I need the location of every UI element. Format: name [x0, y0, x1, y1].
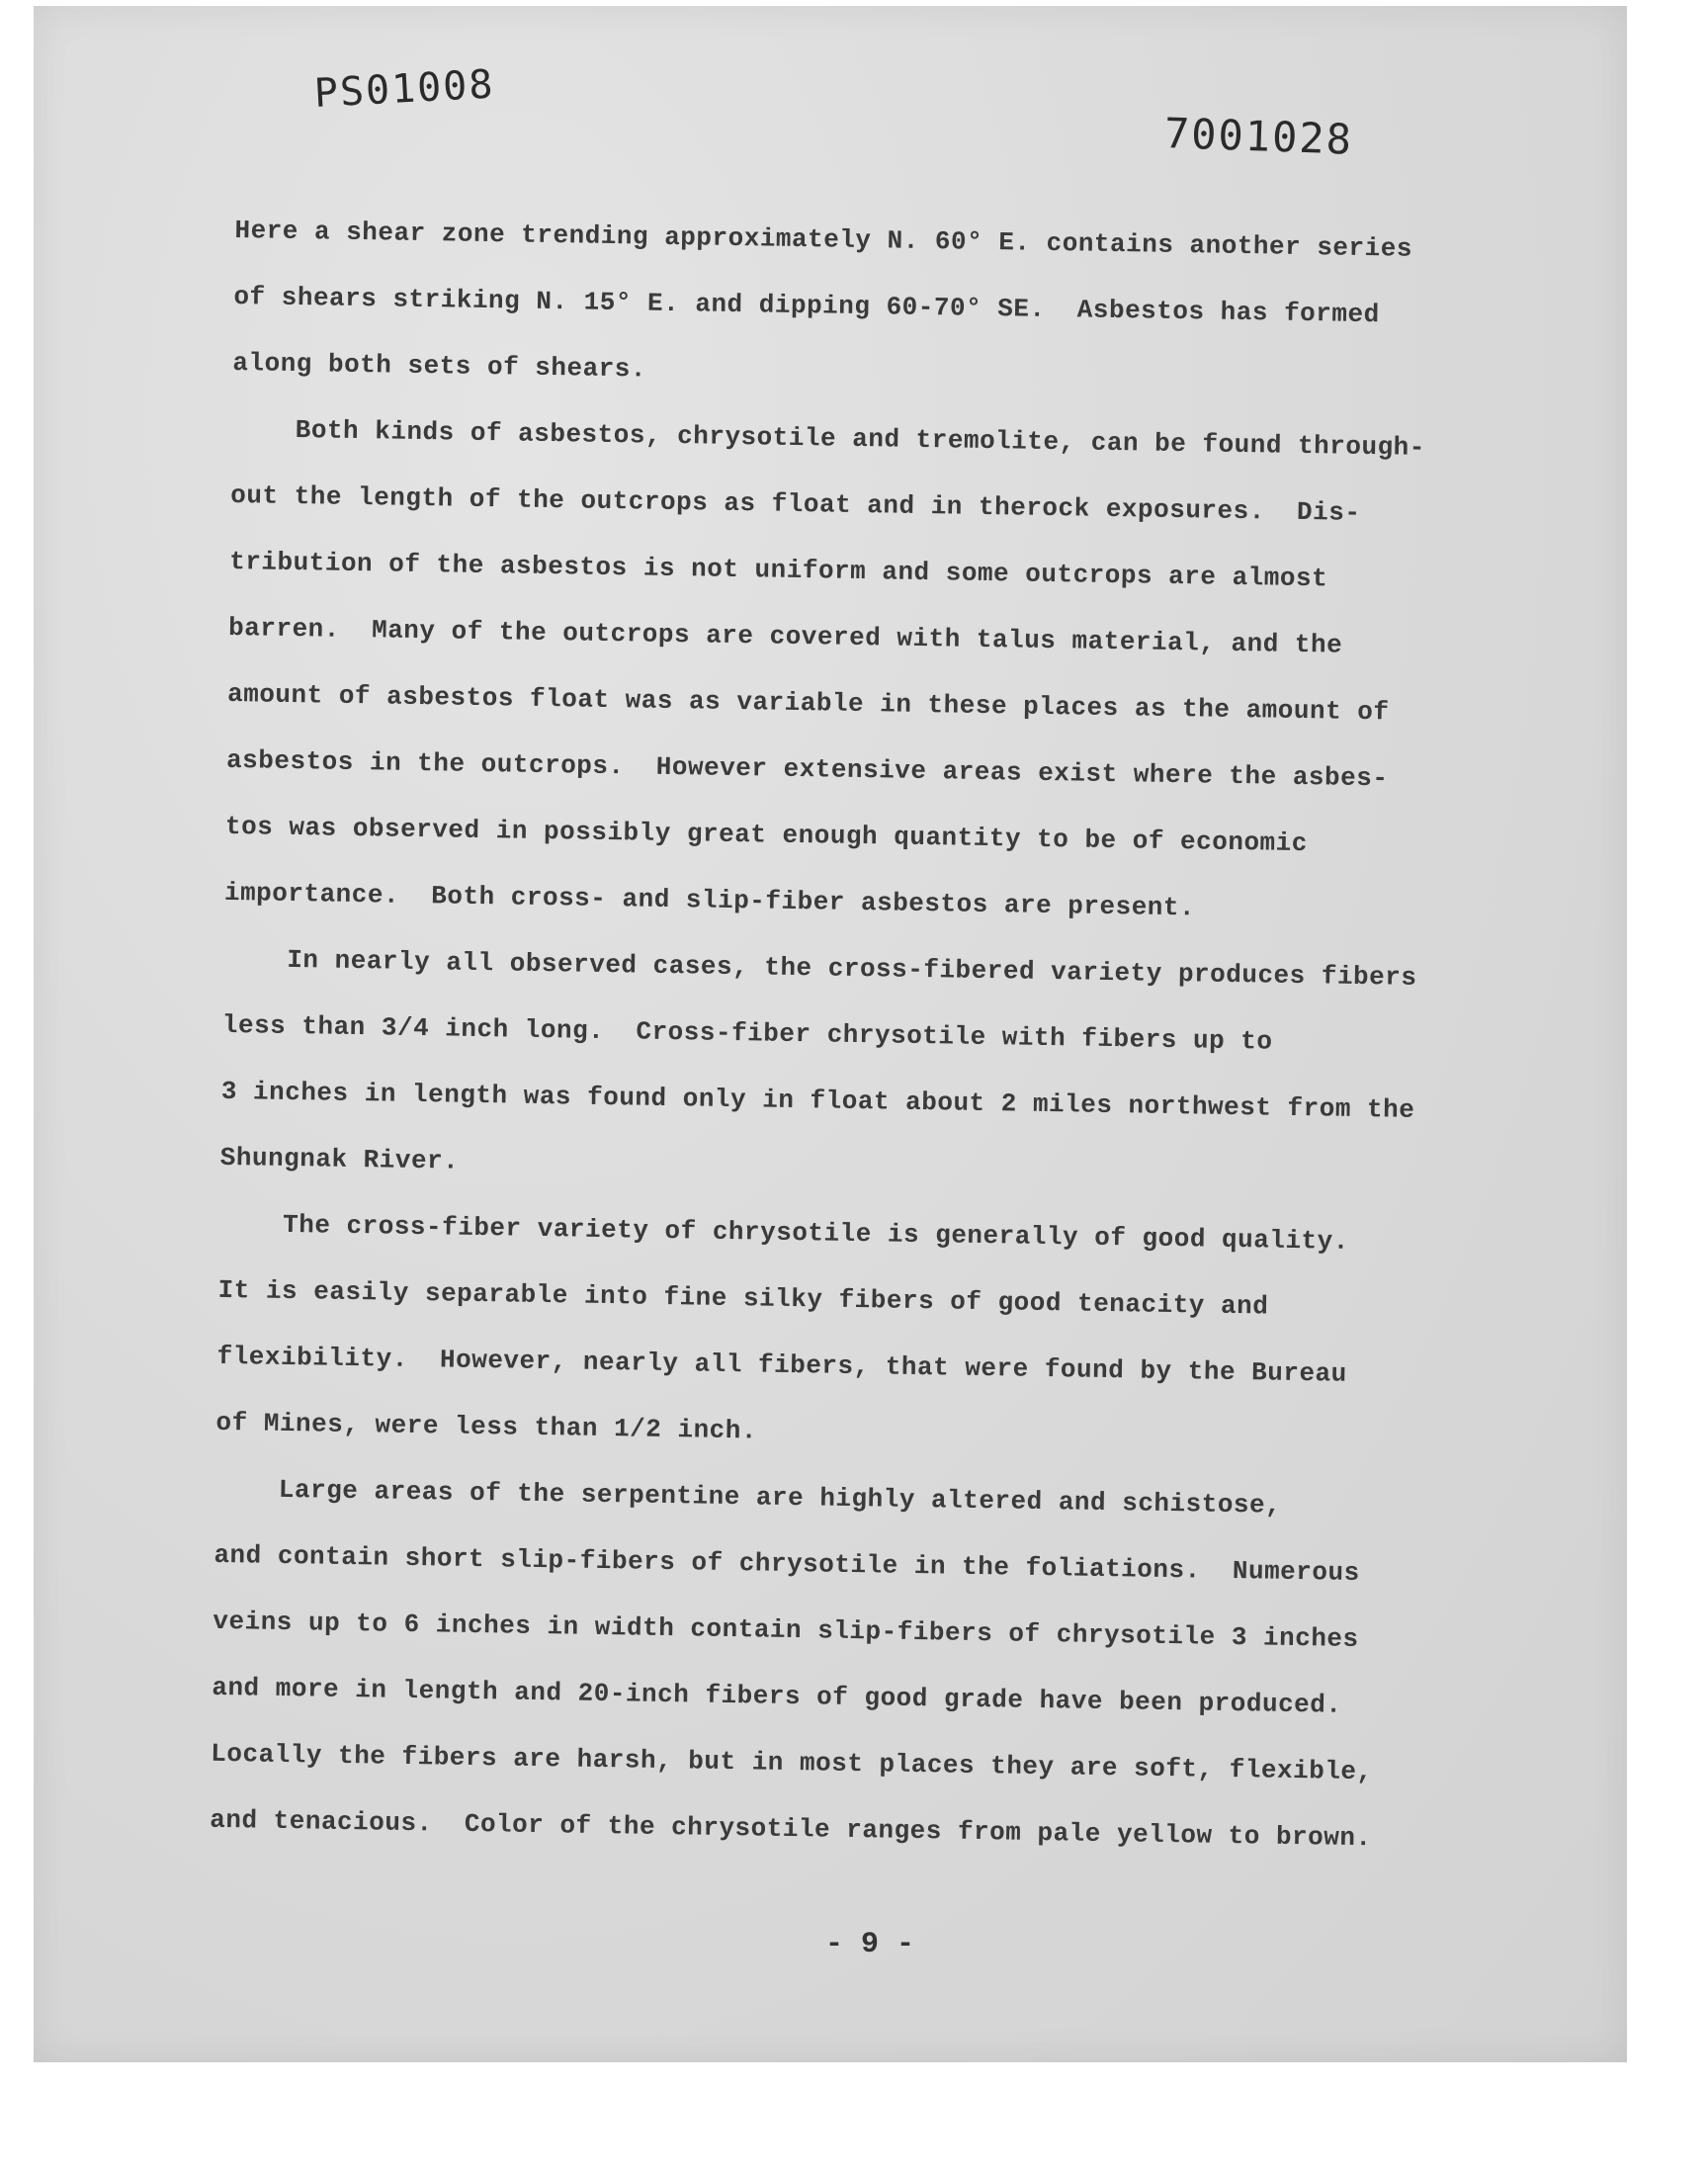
text-line: less than 3/4 inch long. Cross-fiber chrysotile with fibers up to: [221, 1009, 1273, 1057]
text-line: amount of asbestos float was as variable in these places as the amount of: [226, 678, 1390, 728]
text-line: flexibility. However, nearly all fibers, that were found by the Bureau: [216, 1341, 1347, 1389]
text-line: barren. Many of the outcrops are covered with talus material, and the: [227, 612, 1343, 660]
page-number: - 9 -: [824, 1928, 914, 1961]
text-line: importance. Both cross- and slip-fiber asbestos are present.: [223, 877, 1196, 923]
typewritten-body: [210, 198, 1540, 1874]
text-line: veins up to 6 inches in width contain slip-fibers of chrysotile 3 inches: [213, 1606, 1359, 1655]
text-line: and tenacious. Color of the chrysotile ranges from pale yellow to brown.: [209, 1804, 1372, 1854]
text-line: and contain short slip-fibers of chrysotile in the foliations. Numerous: [214, 1539, 1360, 1589]
text-line: and more in length and 20-inch fibers of good grade have been produced.: [212, 1672, 1342, 1720]
text-line: of shears striking N. 15° E. and dipping 60-70° SE. Asbestos has formed: [233, 281, 1380, 330]
text-line: The cross-fiber variety of chrysotile is generally of good quality.: [218, 1208, 1350, 1257]
document-number-stamp-left: PS01008: [312, 61, 496, 117]
text-line: Large areas of the serpentine are highly altered and schistose,: [214, 1473, 1282, 1521]
text-line: Here a shear zone trending approximately N. 60° E. contains another series: [234, 215, 1413, 264]
text-line: of Mines, were less than 1/2 inch.: [215, 1407, 758, 1446]
document-number-stamp-right: 7001028: [1163, 109, 1354, 164]
text-line: asbestos in the outcrops. However extensive areas exist where the asbes-: [225, 744, 1389, 794]
text-line: Locally the fibers are harsh, but in most places they are soft, flexible,: [211, 1738, 1373, 1787]
text-line: It is easily separable into fine silky fibers of good tenacity and: [217, 1274, 1269, 1322]
text-line: out the length of the outcrops as float and in therock exposures. Dis-: [230, 479, 1361, 528]
text-line: In nearly all observed cases, the cross-fibered variety produces fibers: [222, 943, 1417, 993]
text-line: Both kinds of asbestos, chrysotile and tremolite, can be found through-: [231, 413, 1426, 463]
text-line: along both sets of shears.: [232, 347, 647, 385]
text-line: 3 inches in length was found only in float about 2 miles northwest from the: [220, 1076, 1415, 1125]
text-line: tos was observed in possibly great enough quantity to be of economic: [224, 811, 1309, 859]
text-line: Shungnak River.: [219, 1142, 460, 1176]
text-line: tribution of the asbestos is not uniform and some outcrops are almost: [228, 546, 1328, 594]
